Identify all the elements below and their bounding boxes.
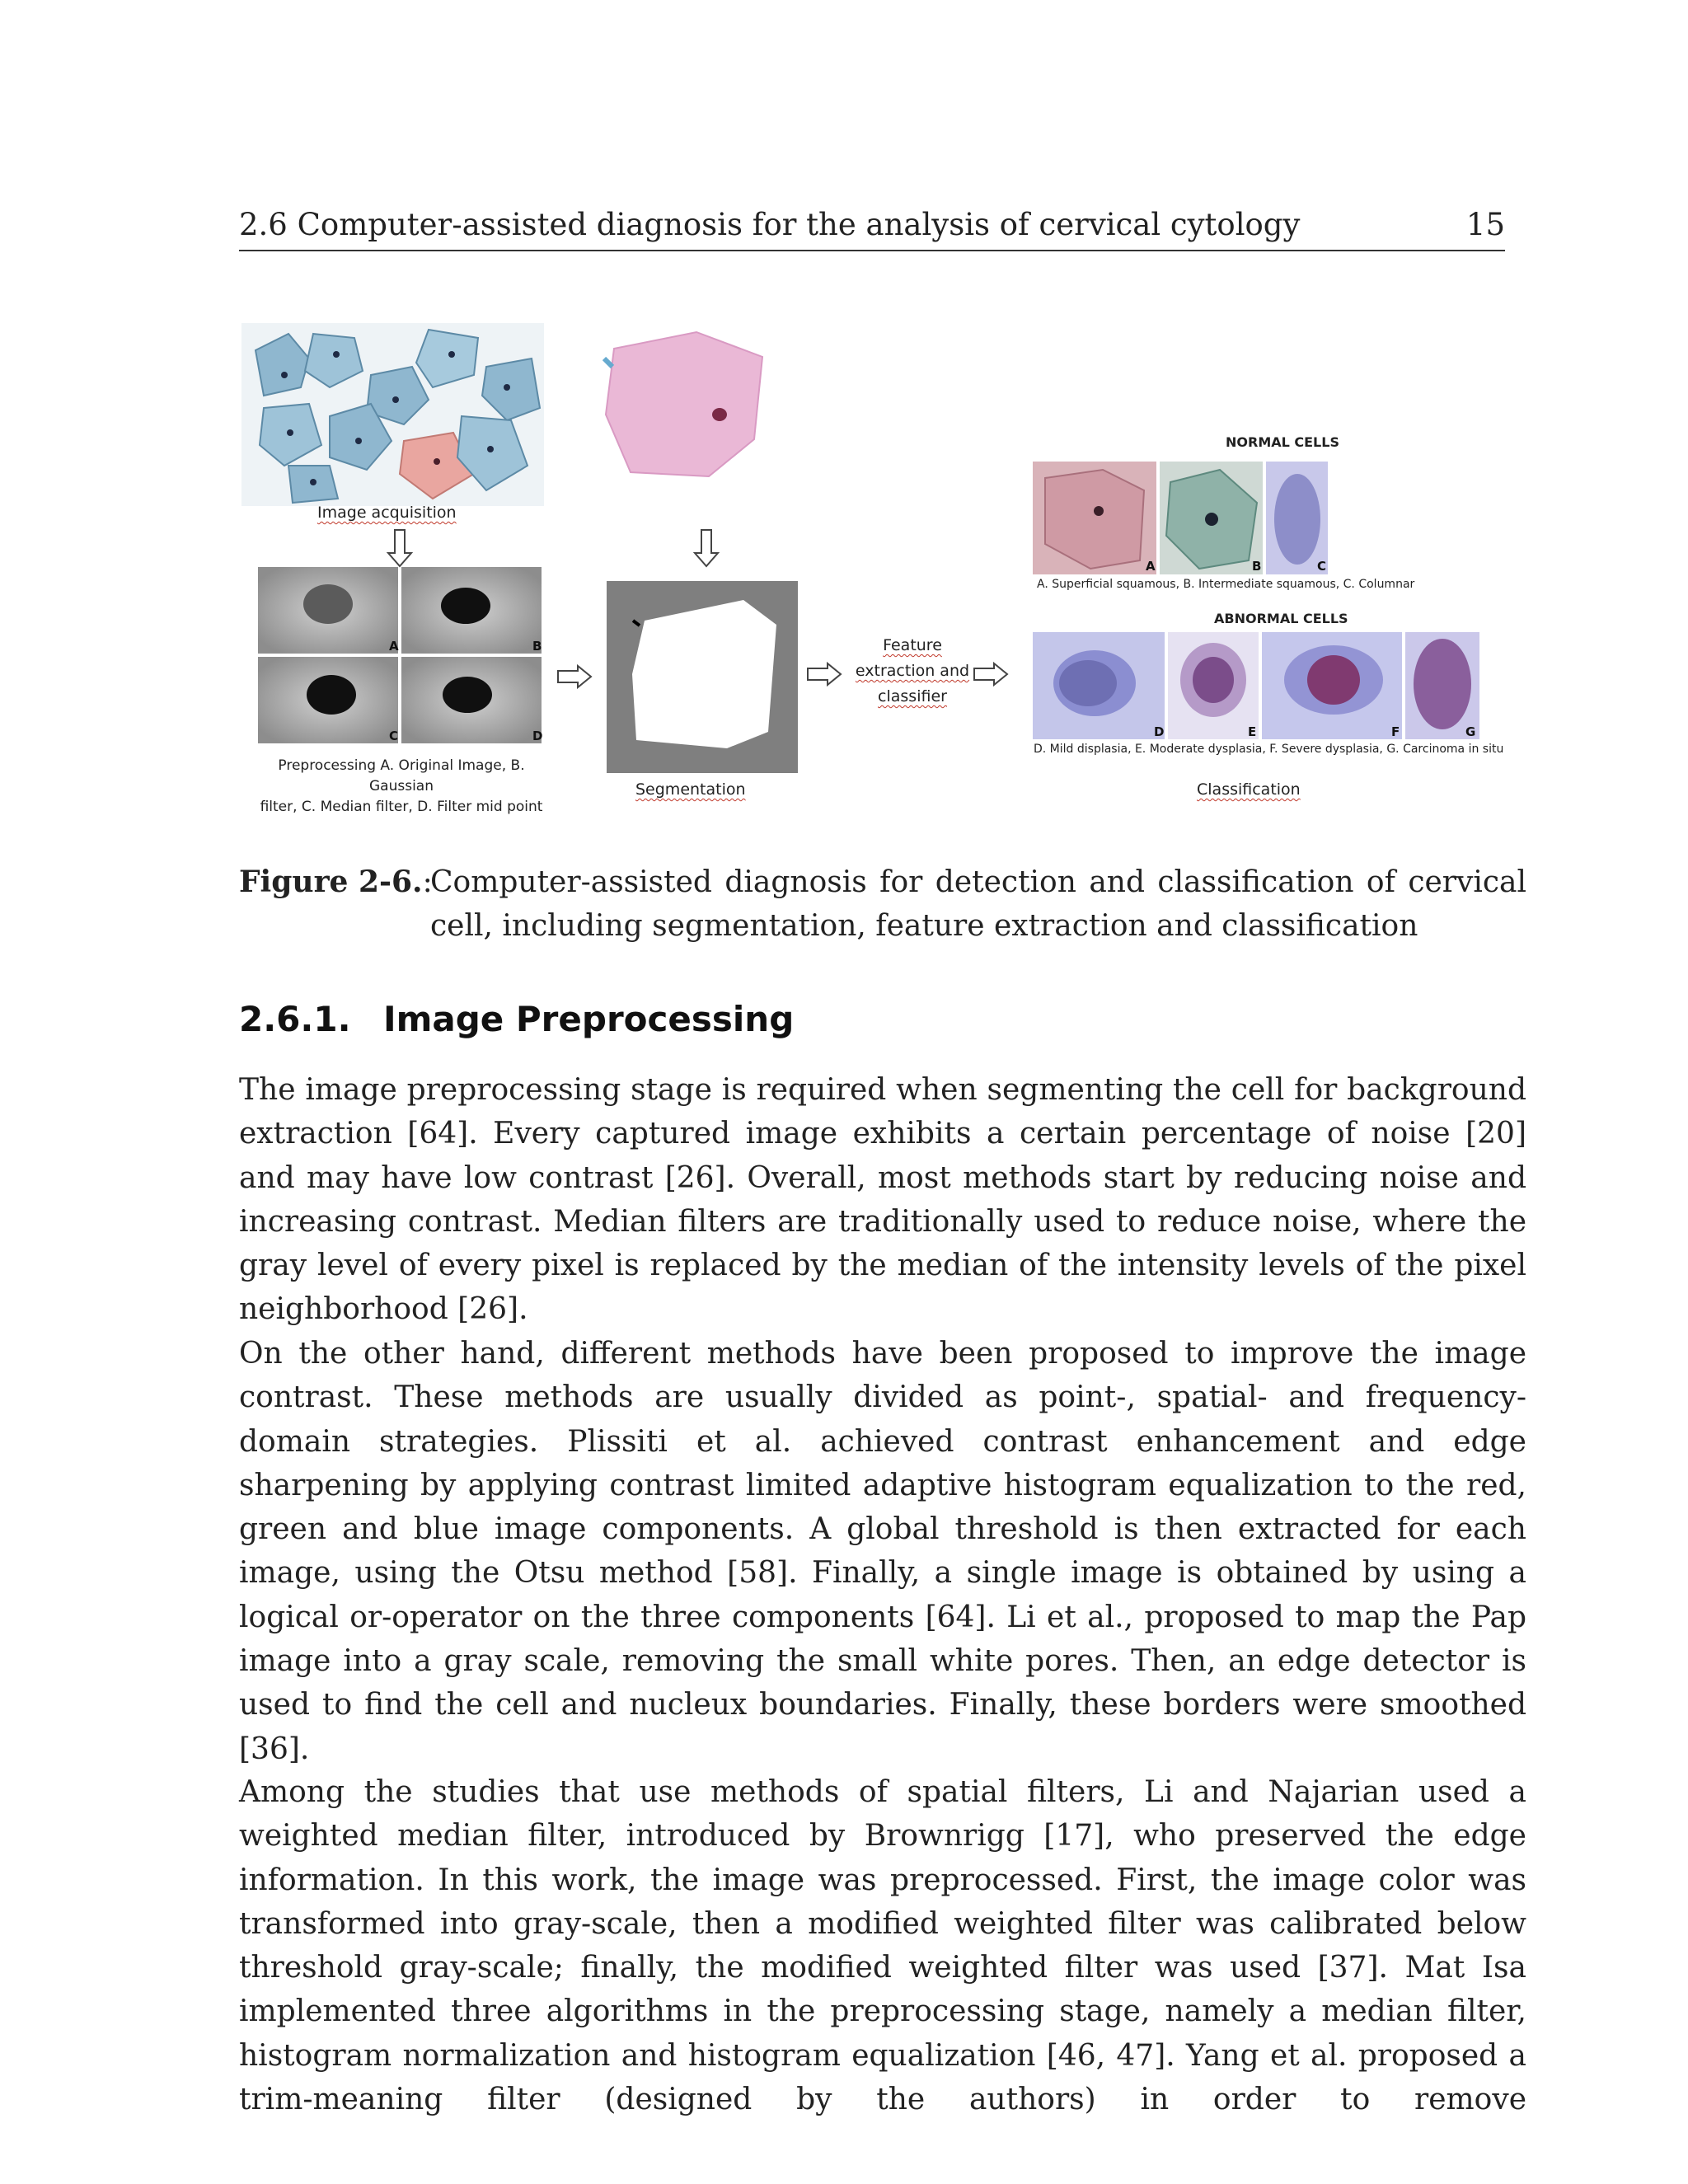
abnormal-panel-letter-e: E (1248, 724, 1257, 739)
section-number: 2.6.1. (239, 999, 351, 1039)
label-classification: Classification (1197, 780, 1301, 799)
paragraph-2: On the other hand, different methods have been proposed to improve the image contrast. These methods are usually divided as point-, spatial- and frequency- domain strategies. Plissiti et al. achieved contrast enhancement and edge sharpening by applying contrast limited adaptive histogram equalization to the red, green and blue image components. A global threshold is then extracted for each image, using the Otsu method [58]. Finally, a single image is obtained by using a logical or-operator on the three components [64]. Li et al., proposed to map the Pap image into a gray scale, removing the small white pores. Then, an edge detector is used to find the cell and nucleux boundaries. Finally, these borders were smoothed [36]. (239, 1337, 1526, 1766)
label-preprocessing-line2: filter, C. Median filter, D. Filter mid point (260, 799, 543, 815)
running-header (239, 202, 1505, 251)
paragraph-1: The image preprocessing stage is required when segmenting the cell for background extraction [64]. Every captured image exhibits a certain percentage of noise [20] and may have low contrast [26]. Overall, most methods start by reducing noise and increasing contrast. Median filters are traditionally used to reduce noise, where the gray level of every pixel is replaced by the median of the intensity levels of the pixel neighborhood [26]. (239, 1073, 1526, 1327)
figure-artwork (239, 317, 1533, 812)
pre-panel-letter-d: D (532, 729, 543, 743)
arrow-right-icon (974, 663, 1007, 685)
figure-caption-text: Computer-assisted diagnosis for detection and classification of cervical cell, including segmentation, feature extraction and classification (430, 865, 1526, 943)
pre-panel-letter-a: A (389, 639, 399, 654)
label-preprocessing (249, 756, 554, 818)
running-header-section: 2.6 Computer-assisted diagnosis for the analysis of cervical cytology (239, 207, 1301, 242)
segmentation-image (607, 581, 798, 773)
label-preprocessing-line1: Preprocessing A. Original Image, B. Gaussian (278, 757, 525, 794)
label-feature-line2: extraction and (855, 662, 970, 680)
label-feature-line3: classifier (878, 687, 947, 705)
arrow-right-icon (558, 666, 591, 687)
label-abnormal-cells: ABNORMAL CELLS (1214, 611, 1348, 626)
paragraph-3: Among the studies that use methods of spatial filters, Li and Najarian used a weighted median filter, introduced by Brownrigg [17], who preserved the edge information. In this work, the image was preprocessed. First, the image color was transformed into gray-scale, then a modified weighted filter was calibrated below threshold gray-scale; finally, the modified weighted filter was used [37]. Mat Isa implemented three algorithms in the preprocessing stage, namely a median filter, histogram normalization and histogram equalization [46, 47]. Yang et al. proposed a trim-meaning filter (designed by the authors) in order to remove (239, 1775, 1526, 2117)
normal-panel-letter-a: A (1146, 559, 1156, 574)
arrow-right-icon (808, 663, 841, 685)
pre-panel-letter-b: B (532, 639, 542, 654)
arrow-down-icon (695, 530, 718, 566)
normal-panel-letter-b: B (1252, 559, 1262, 574)
abnormal-panel-letter-g: G (1465, 724, 1476, 739)
figure-2-6 (239, 317, 1533, 815)
single-cell-photo (604, 332, 762, 476)
label-normal-cells: NORMAL CELLS (1226, 434, 1339, 450)
figure-caption-colon: : (422, 865, 433, 899)
figure-caption-number (239, 860, 433, 904)
label-normal-legend: A. Superficial squamous, B. Intermediate squamous, C. Columnar (1037, 578, 1415, 591)
arrow-down-icon (388, 530, 411, 566)
label-segmentation: Segmentation (635, 780, 746, 799)
normal-panel-letter-c: C (1317, 559, 1327, 574)
pre-panel-letter-c: C (389, 729, 399, 743)
normal-cells-images (1033, 462, 1328, 574)
abnormal-panel-letter-d: D (1154, 724, 1165, 739)
label-abnormal-legend: D. Mild displasia, E. Moderate dysplasia, F. Severe dysplasia, G. Carcinoma in situ (1034, 743, 1504, 756)
abnormal-panel-letter-f: F (1391, 724, 1400, 739)
preprocessing-images (258, 567, 542, 743)
page-number: 15 (1465, 207, 1505, 242)
section-heading (239, 999, 794, 1039)
label-feature-extraction (846, 633, 978, 710)
label-image-acquisition: Image acquisition (317, 504, 457, 522)
image-acquisition-photo (241, 323, 544, 506)
section-title: Image Preprocessing (383, 999, 795, 1039)
figure-caption-number-text: Figure 2-6. (239, 865, 423, 899)
label-feature-line1: Feature (883, 636, 942, 654)
abnormal-cells-images (1033, 632, 1479, 739)
